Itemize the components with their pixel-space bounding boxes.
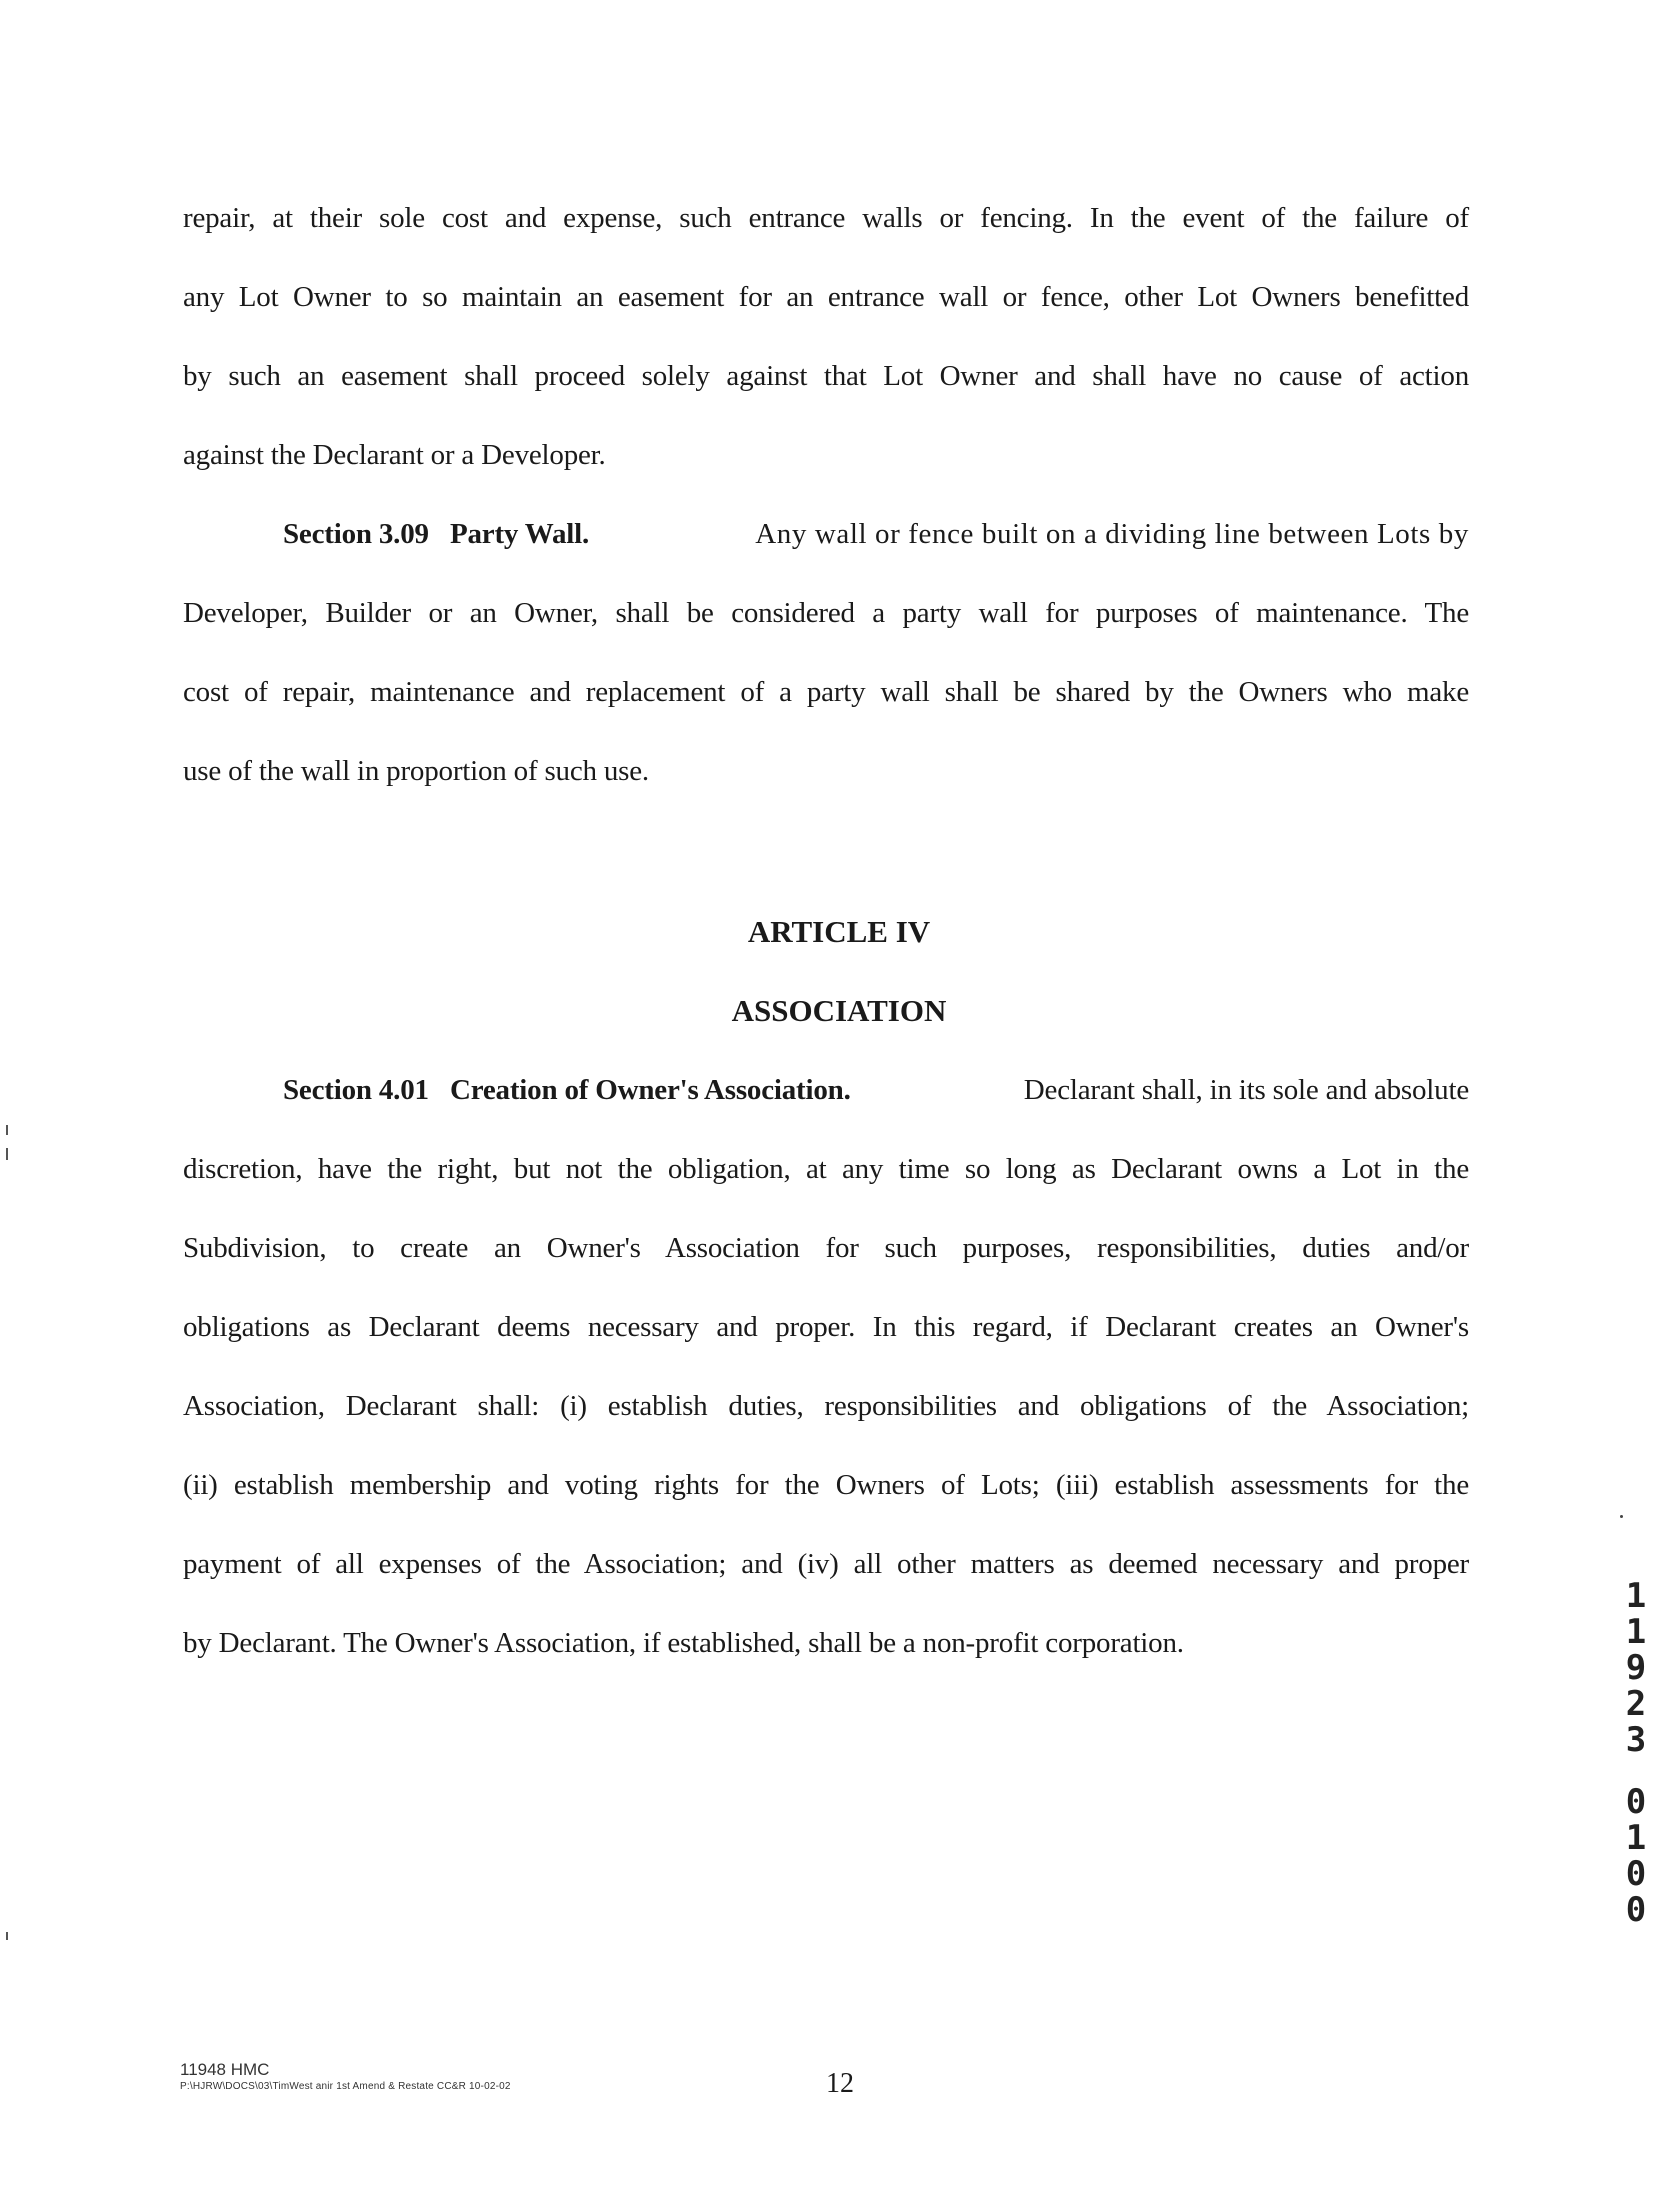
section-first-line [283,516,1469,552]
article-heading: ARTICLE IV [747,914,931,949]
text-line: repair, at their sole cost and expense, such entrance walls or fencing. In the event of the failure of [183,202,1469,234]
stamp-digit: 3 [1625,1720,1647,1760]
text-line: by Declarant. The Owner's Association, if established, shall be a non-profit corporation. [183,1627,1184,1659]
stamp-digit: 0 [1625,1854,1647,1894]
text-line: obligations as Declarant deems necessary and proper. In this regard, if Declarant creates an Owner's [183,1311,1469,1343]
text-line: (ii) establish membership and voting rights for the Owners of Lots; (iii) establish assessments for the [183,1469,1469,1501]
text-line: Subdivision, to create an Owner's Association for such purposes, responsibilities, duties and/or [183,1232,1469,1264]
footer-doc-id: 11948 HMC [180,2060,270,2079]
stamp-digit: 1 [1625,1612,1647,1652]
section-title: Creation of Owner's Association. [449,1074,851,1106]
text-line: cost of repair, maintenance and replacement of a party wall shall be shared by the Owners who make [183,676,1469,708]
text-line: Association, Declarant shall: (i) establish duties, responsibilities and obligations of the Association; [183,1390,1469,1422]
text-line: Developer, Builder or an Owner, shall be considered a party wall for purposes of maintenance. The [183,597,1469,629]
text-line: by such an easement shall proceed solely against that Lot Owner and shall have no cause of action [183,360,1469,392]
text-line: use of the wall in proportion of such use. [183,755,649,787]
stamp-digit: 2 [1625,1684,1647,1724]
stamp-digit: 1 [1625,1576,1647,1616]
margin-mark [6,1125,8,1135]
margin-mark [6,1932,8,1940]
margin-mark [6,1148,8,1160]
footer-file-path: P:\HJRW\DOCS\03\TimWest anir 1st Amend & Restate CC&R 10-02-02 [180,2081,511,2092]
text-line: discretion, have the right, but not the obligation, at any time so long as Declarant owns a Lot in the [183,1153,1469,1185]
section-title: Party Wall. [449,518,590,550]
footer-document-info [180,2060,511,2094]
section-first-line-text: Any wall or fence built on a dividing line between Lots by [755,518,1469,550]
section-heading [283,516,589,552]
section-first-line-text: Declarant shall, in its sole and absolute [1023,1074,1469,1106]
stamp-digit: 0 [1625,1782,1647,1822]
section-number: Section 4.01 [283,1074,429,1106]
stamp-digit: 0 [1625,1890,1647,1930]
text-line: payment of all expenses of the Association; and (iv) all other matters as deemed necessary and proper [183,1548,1469,1580]
text-line: any Lot Owner to so maintain an easement for an entrance wall or fence, other Lot Owners benefitted [183,281,1469,313]
section-number: Section 3.09 [283,518,429,550]
page-number: 12 [826,2068,854,2099]
recording-stamp [1616,1578,1656,1928]
scan-dot [1620,1515,1623,1518]
text-line: against the Declarant or a Developer. [183,439,606,471]
stamp-digit: 9 [1625,1648,1647,1688]
section-first-line [283,1072,1469,1108]
stamp-digit: 1 [1625,1818,1647,1858]
article-subheading: ASSOCIATION [731,993,947,1028]
section-heading [283,1072,851,1108]
